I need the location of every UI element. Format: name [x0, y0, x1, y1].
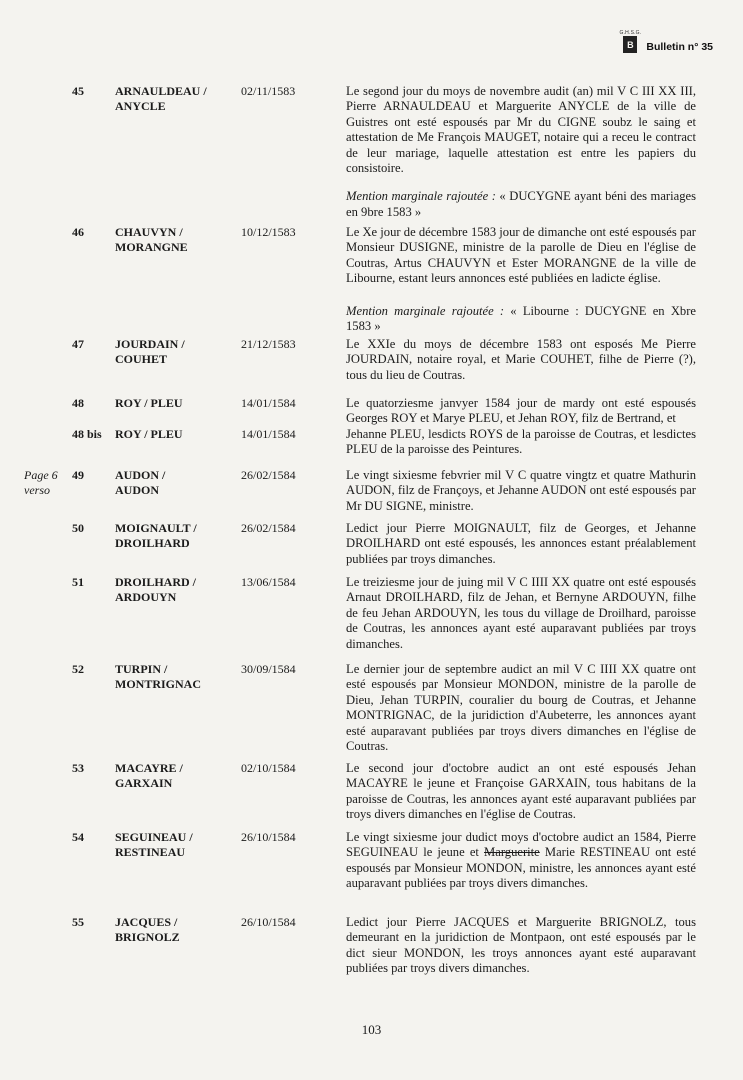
entry-name-line: MORANGNE [115, 240, 188, 255]
entry-names [115, 225, 235, 256]
entry-date: 14/01/1584 [241, 427, 296, 441]
entry-date: 30/09/1584 [241, 662, 296, 676]
entry-names [115, 830, 235, 861]
entry-name-line: MOIGNAULT / [115, 521, 197, 535]
entry-date: 10/12/1583 [241, 225, 296, 239]
entry-name-line: ANYCLE [115, 99, 166, 114]
entry-text-after: Marie RESTINEAU ont esté espousés par Monsieur MONDON, ministre, les annonces ayant esté auparavant publiées par troys divers dimanches. [346, 845, 696, 891]
entry-names [115, 84, 235, 115]
entry-name-line: GARXAIN [115, 776, 173, 791]
entry-name-line: CHAUVYN / [115, 225, 183, 239]
entry-number: 48 bis [72, 427, 102, 441]
entry-names [115, 427, 235, 442]
entry-date: 26/02/1584 [241, 468, 296, 482]
entry-text-before: Le vingt sixiesme jour dudict moys d'octobre audict an 1584, Pierre SEGUINEAU le jeune et [346, 830, 696, 860]
entry-paragraph: Le XXIe du moys de décembre 1583 ont esposés Me Pierre JOURDAIN, notaire royal, et Marie COUHET, filhe de Pierre (?), tous du lieu de Coutras. [346, 337, 696, 382]
entry-text [346, 337, 696, 383]
entry-date: 21/12/1583 [241, 337, 296, 351]
entry-name-line: RESTINEAU [115, 845, 186, 860]
entry-text [346, 225, 696, 334]
entry-name-line: ARNAULDEAU / [115, 84, 207, 98]
entry-paragraph: Le segond jour du moys de novembre audit (an) mil V C III XX III, Pierre ARNAULDEAU et Marguerite ANYCLE de la ville de Guistres ont esté espousés par Mr du CIGNE soubz le saing et attestation de Me François MAUGET, notaire qui a receu le contract de leur mariage, laquelle attestation est entre les papiers du consistoire. [346, 84, 696, 176]
page-header [619, 30, 713, 53]
entry-name-line: AUDON [115, 483, 159, 498]
entry-text [346, 915, 696, 977]
entry-paragraph: Ledict jour Pierre MOIGNAULT, filz de Georges, et Jehanne DROILHARD ont esté espousés, les annonces estant préalablement publiées par troys dimanches. [346, 521, 696, 566]
entry-names [115, 521, 235, 552]
entry-number: 47 [72, 337, 84, 351]
entry-number: 48 [72, 396, 84, 410]
marginal-note [346, 304, 696, 335]
entry-text [346, 468, 696, 514]
entry-text [346, 830, 696, 892]
entry-name-line: ROY / PLEU [115, 396, 183, 410]
entry-name-line: DROILHARD [115, 536, 190, 551]
entry-paragraph: Jehanne PLEU, lesdicts ROYS de la paroisse de Coutras, et lesdictes PLEU de la paroisse des Peintures. [346, 427, 696, 457]
entry-name-line: SEGUINEAU / [115, 830, 193, 844]
entry-name-line: COUHET [115, 352, 168, 367]
bulletin-number: Bulletin n° 35 [646, 41, 713, 53]
logo-caption: G.H.S.G. [619, 30, 642, 36]
entry-names [115, 337, 235, 368]
entry-name-line: ARDOUYN [115, 590, 177, 605]
entry-name-line: TURPIN / [115, 662, 168, 676]
entry-name-line: MONTRIGNAC [115, 677, 201, 692]
entry-name-line: JACQUES / [115, 915, 178, 929]
entry-name-line: JOURDAIN / [115, 337, 185, 351]
entry-number: 50 [72, 521, 84, 535]
entry-text [346, 427, 696, 458]
entry-paragraph: Le second jour d'octobre audict an ont esté espousés Jehan MACAYRE le jeune et Françoise GARXAIN, tous habitans de la paroisse de Coutras, les annonces ayant esté auparavant publiées par troys divers dimanches en l'église de Coutras. [346, 761, 696, 822]
folio-side: verso [24, 483, 50, 497]
entry-paragraph: Ledict jour Pierre JACQUES et Marguerite BRIGNOLZ, tous demeurant en la juridiction de Montpaon, ont esté espousés par le dict sieur MONDON, les troys annonces ayant esté auparavant publiées par troys divers dimanches. [346, 915, 696, 976]
entry-text [346, 84, 696, 220]
note-label: Mention marginale rajoutée : [346, 303, 505, 318]
entry-text [346, 396, 696, 427]
entry-text [346, 521, 696, 567]
entry-paragraph: Le quatorziesme janvyer 1584 jour de mardy ont esté espousés Georges ROY et Marye PLEU, et Jehan ROY, filz de Bertrand, et [346, 396, 696, 426]
folio-page: Page 6 [24, 468, 58, 482]
logo-mark: B [623, 36, 637, 53]
entry-paragraph [346, 830, 696, 892]
note-text: « DUCYGNE ayant béni des mariages en 9bre 1583 » [346, 189, 696, 219]
entry-name-line: MACAYRE / [115, 761, 183, 775]
entry-number: 53 [72, 761, 84, 775]
entry-names [115, 662, 235, 693]
entry-date: 26/10/1584 [241, 830, 296, 844]
entry-number: 49 [72, 468, 84, 482]
entry-name-line: AUDON / [115, 468, 166, 482]
entry-names [115, 575, 235, 606]
entry-number: 54 [72, 830, 84, 844]
entry-paragraph: Le treiziesme jour de juing mil V C IIII XX quatre ont esté espousés Arnaut DROILHARD, filz de Jehan, et Bernyne ARDOUYN, filhe de feu Jehan ARDOUYN, les tous du village de Droilhard, paroisse de Coutras, les annonces ayant esté auparavant publiées par troys dimanches. [346, 575, 696, 651]
entry-text [346, 761, 696, 823]
entry-date: 26/02/1584 [241, 521, 296, 535]
entry-date: 02/10/1584 [241, 761, 296, 775]
folio-reference [24, 468, 74, 498]
entry-text [346, 575, 696, 652]
entry-date: 26/10/1584 [241, 915, 296, 929]
note-text: « Libourne : DUCYGNE en Xbre 1583 » [346, 303, 696, 334]
entry-paragraph: Le Xe jour de décembre 1583 jour de dimanche ont esté espousés par Monsieur DUSIGNE, ministre de la parolle de Dieu en l'église de Coutras, Artus CHAUVYN et Ester MORANGNE de la ville de Libourne, estant leurs annonces esté publiées en ladicte église. [346, 225, 696, 286]
entry-paragraph: Le vingt sixiesme febvrier mil V C quatre vingtz et quatre Mathurin AUDON, filz de Françoys, et Jehanne AUDON ont esté espousés par Mr DU SIGNE, ministre. [346, 468, 696, 513]
entry-date: 13/06/1584 [241, 575, 296, 589]
entry-date: 02/11/1583 [241, 84, 296, 98]
note-label: Mention marginale rajoutée : [346, 189, 496, 204]
entry-name-line: DROILHARD / [115, 575, 197, 589]
entry-paragraph: Le dernier jour de septembre audict an mil V C IIII XX quatre ont esté espousés par Monsieur MONDON, ministre de la parolle de Dieu, Jehan TURPIN, couralier du bourg de Coutras, et Jehanne MONTRIGNAC, de la juridiction d'Aubeterre, les annonces ayant esté auparavant publiées par troys divers dimanches en l'église de Coutras. [346, 662, 696, 754]
society-logo [619, 30, 641, 53]
entry-number: 52 [72, 662, 84, 676]
entry-name-line: BRIGNOLZ [115, 930, 180, 945]
entry-number: 46 [72, 225, 84, 239]
entry-text [346, 662, 696, 754]
entry-names [115, 468, 235, 499]
entry-number: 45 [72, 84, 84, 98]
marginal-note [346, 189, 696, 220]
entry-name-line: ROY / PLEU [115, 427, 183, 441]
struck-out-word: Marguerite [484, 845, 540, 860]
entry-number: 55 [72, 915, 84, 929]
page-number: 103 [361, 1022, 382, 1037]
entry-names [115, 761, 235, 792]
entry-names [115, 396, 235, 411]
entry-date: 14/01/1584 [241, 396, 296, 410]
entry-names [115, 915, 235, 946]
entry-number: 51 [72, 575, 84, 589]
